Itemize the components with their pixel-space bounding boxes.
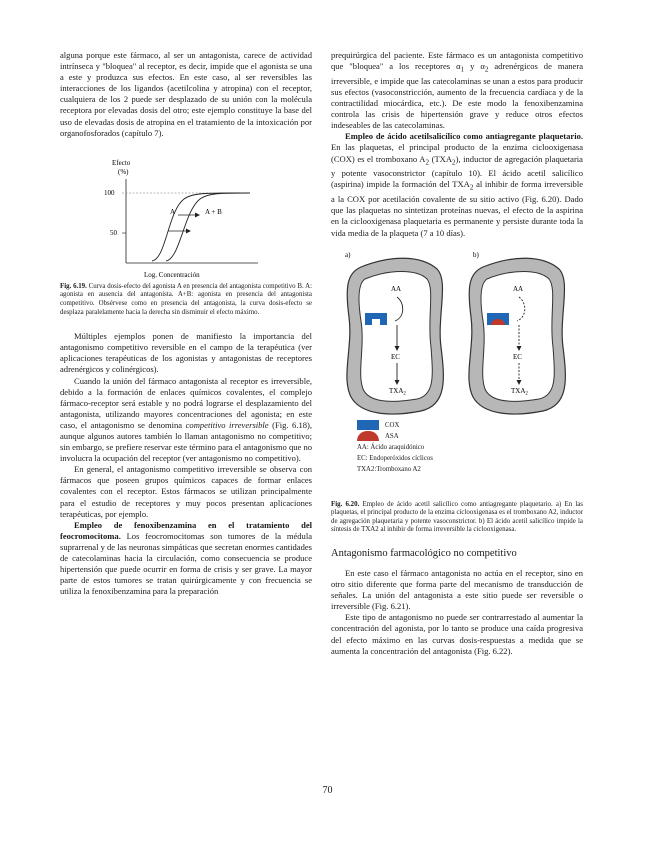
right-column [331, 50, 583, 657]
legend-ec [357, 453, 583, 464]
dose-effect-chart [60, 151, 312, 281]
italic-term: competitivo irreversible [185, 419, 269, 430]
paragraph [60, 520, 312, 598]
caption-label: Fig. 6.20. [331, 500, 360, 508]
subscript: 2 [469, 184, 474, 193]
text-run: y [464, 61, 481, 72]
aa-label-b: AA [513, 284, 524, 293]
txa-text: TXA [389, 386, 404, 395]
cox-swatch [357, 420, 379, 430]
text-run: ), inductor de agregación plaquetaria y potente vasoconstrictor (capítulo 10). El ácido acetil salicílico (aspirina) impide la formación del TXA [331, 153, 583, 190]
txa-sub: 2 [525, 391, 528, 397]
paragraph: alguna porque este fármaco, al ser un antagonista, carece de actividad intrínseca y "bloquea" al receptor, es decir, impide que el agonista se una a este y produzca sus efectos. En este caso, al ser reversibles las interacciones de los ligandos (acetilcolina y atropina) con el receptor, cualquiera de los 2 puede ser desplazado de su unión con la molécula receptora por elevadas dosis del otro; este ejemplo constituye la base del uso de elevadas dosis de atropina en el tratamiento de la intoxicación por organofosforados (capítulo 7). [60, 50, 312, 138]
ec-label-a: EC [391, 352, 400, 361]
text-run: (Fig. 6.18), aunque algunos autores también lo llaman antagonismo no competitivo; sin embargo, se prefiere reservar este término para el antagonismo que no involucra la ocupación del receptor (ver antagonismo no competitivo). [60, 419, 312, 464]
paragraph: En general, el antagonismo competitivo irreversible se observa con fármacos que poseen grupos químicos capaces de formar enlaces covalentes con el receptor. Estos fármacos se utilizan principalmente para el estudio de receptores y muy pocos presentan aplicaciones terapéuticas, por ejemplo. [60, 464, 312, 519]
text-run: Cuando la unión del fármaco antagonista al receptor es irreversible, debido a la formación de enlaces químicos covalentes, el complejo fármaco-receptor será estable y no podrá lograrse el desplazamiento del antagonista, utilizando mayores concentraciones del agonista; en este caso, el antagonismo se denomina [60, 375, 312, 430]
paragraph: En este caso el fármaco antagonista no actúa en el receptor, sino en otro sitio diferente que forma parte del mecanismo de transducción de señales. La unión del antagonista a este sitio puede ser reversible o irreversible (Fig. 6.21). [331, 567, 583, 612]
asa-swatch [357, 431, 379, 441]
cox-active-site-a [372, 319, 380, 325]
caption-text: Empleo de ácido acetil salicílico como antiagregante plaquetario. a) En las plaquetas, el principal producto de la enzima ciclooxigenasa es el tromboxano A2, inductor de agregación plaquetaria y potente vasoconstrictor. b) El ácido acetil salicílico impide la síntesis de TXA2 al inhibir de forma irreversible la ciclooxigenasa. [331, 500, 583, 534]
text-run: En las plaquetas, el principal producto de la enzima ciclooxigenasa (COX) es el tromboxano A [331, 142, 583, 164]
text-run: al inhibir de forma irreversible a la COX por acetilación covalente de su sitio activo (Fig. 6.20). Dado que las plaquetas no sintetizan proteínas nuevas, el efecto de la aspirina en la ciclooxigenasa plaquetaria es permanente y persiste durante toda la vida media de la plaqueta (7 a 10 días). [331, 179, 583, 238]
legend-asa [357, 431, 583, 442]
shift-arrowhead-1 [186, 228, 191, 233]
paragraph: Múltiples ejemplos ponen de manifiesto la importancia del antagonismo competitivo reversible en el campo de la terapéutica (ver aplicaciones terapéuticas de los agonistas y antagonistas de receptores adrenérgicos y colinérgicos). [60, 331, 312, 375]
paragraph [60, 376, 312, 465]
figure-caption [60, 283, 312, 317]
legend-asa-label: ASA [385, 432, 399, 440]
subscript: 2 [452, 158, 456, 167]
paragraph: Este tipo de antagonismo no puede ser contrarrestado al aumentar la concentración del agonista, por lo tanto se produce una caída progresiva del efecto máximo en las curvas dosis-respuestas a medida que se aumenta la concentración del antagonista (Fig. 6.22). [331, 612, 583, 656]
text-run: (TXA [429, 153, 453, 164]
ec-label-b: EC [513, 352, 522, 361]
text-run: prequirúrgica del paciente. Este fármaco es un antagonista competitivo que "bloquea" a los receptores [331, 50, 583, 72]
paragraph [331, 131, 583, 238]
caption-label: Fig. 6.19. [60, 282, 87, 290]
bold-heading: Empleo de ácido acetilsalicílico como antiagregante plaquetario. [345, 131, 583, 142]
figure-legend [357, 420, 583, 475]
text-run: Los feocromocitomas son tumores de la médula suprarrenal y de las neuronas simpáticas que secretan enormes cantidades de catecolaminas hacia la circulación, como consecuencia se produce hipertensión que puede ocurrir en forma de crisis y ser grave. La mayor parte de estos tumores se tratan quirúrgicamente y con frecuencia se utiliza la fenoxibenzamina para la preparación [60, 530, 312, 597]
tick-label-50: 50 [110, 228, 117, 237]
caption-text: Curva dosis-efecto del agonista A en presencia del antagonista competitivo B. A: agonista en ausencia del antagonista. A+B: agonista en presencia del antagonista competitivo. Obsérvese como en presencia del antagonista, la curva dosis-efecto se desplaza paralelamente hacia la derecha sin disminuir el efecto máximo. [60, 282, 312, 316]
legend-txa [357, 464, 583, 475]
page-number: 70 [322, 785, 333, 796]
platelet-diagram [331, 247, 583, 415]
figure-6-19 [60, 151, 312, 281]
legend-aa-text: AA: Ácido araquidónico [357, 443, 425, 451]
legend-cox [357, 420, 583, 431]
section-title: Antagonismo farmacológico no competitivo [331, 547, 517, 559]
text-run: adrenérgicos de manera irreversible, e impide que las catecolaminas se unan a estos para producir sus efectos (vasoconstricción, aumento de la frecuencia cardíaca y de la contractilidad miocárdica, etc.). De este modo la fenoxibenzamina controla las crisis de hipertensión grave y reduce otros efectos indeseables de las catecolaminas. [331, 61, 583, 131]
tick-label-100: 100 [104, 188, 115, 197]
left-column [60, 50, 312, 597]
y-axis-title: Efecto [112, 158, 131, 167]
alpha-symbol: α [480, 61, 485, 72]
legend-cox-label: COX [385, 421, 400, 429]
alpha-symbol: α [456, 61, 461, 72]
subscript: 1 [460, 65, 465, 74]
txa-text: TXA [511, 386, 526, 395]
figure-caption [331, 501, 583, 535]
legend-aa [357, 442, 583, 453]
x-axis-title: Log. Concentración [144, 270, 200, 279]
subscript: 2 [484, 65, 489, 74]
legend-txa-text: TXA2:Tromboxano A2 [357, 465, 421, 473]
y-axis-unit: (%) [118, 167, 129, 176]
subscript: 2 [425, 158, 429, 167]
bold-heading: Empleo de fenoxibenzamina en el tratamiento del feocromocitoma. [60, 519, 312, 541]
legend-ec-text: EC: Endoperóxidos cíclicos [357, 454, 433, 462]
figure-6-20 [331, 247, 583, 497]
curve-a-label: A [170, 207, 176, 216]
panel-b-label: b) [473, 250, 479, 259]
txa-sub: 2 [403, 391, 406, 397]
curve-ab-label: A + B [205, 207, 222, 216]
shift-arrowhead-2 [195, 212, 200, 217]
curve-a-plus-b [166, 193, 250, 261]
paragraph [331, 50, 583, 131]
panel-a-label: a) [345, 250, 351, 259]
aa-label-a: AA [391, 284, 402, 293]
